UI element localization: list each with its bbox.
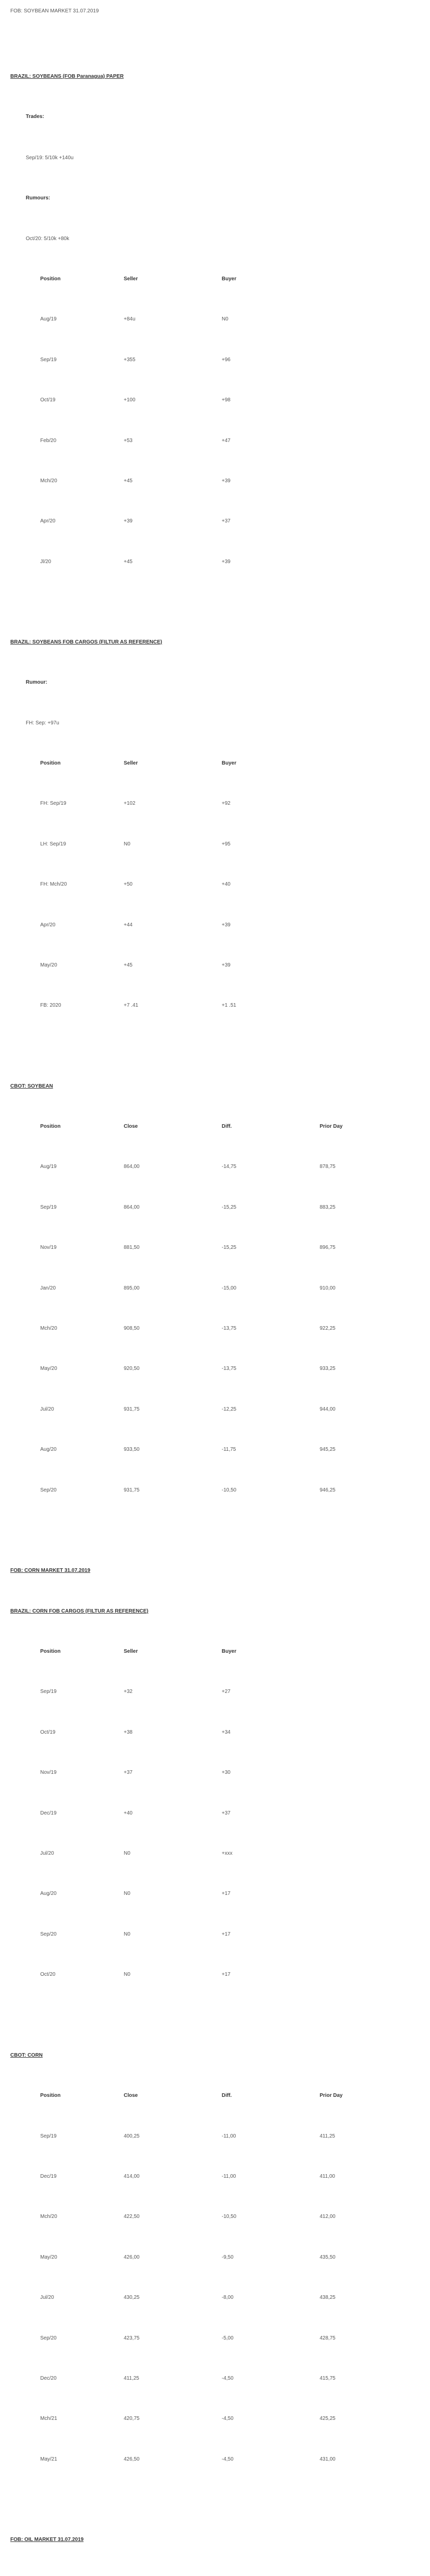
table-cell: +45 [124,559,133,565]
table-cell: +27 [222,1689,230,1694]
table-cell: Sep/19 [40,2133,57,2139]
table-cell: 438,25 [320,2295,336,2300]
table-cell: +32 [124,1689,133,1694]
rumour-label: Rumour: [26,680,47,685]
table-cell: 423,75 [124,2335,140,2341]
table-cell: 946,25 [320,1487,336,1493]
table-cell: +98 [222,397,230,403]
col-header: Buyer [222,760,237,766]
table-cell: FH: Sep/19 [40,801,67,806]
table-cell: Nov/19 [40,1770,57,1775]
col-header: Diff. [222,2093,232,2098]
table-cell: Jl/20 [40,559,52,565]
table-cell: May/21 [40,2456,57,2462]
table-cell: -11,75 [222,1447,236,1452]
table-cell: Dec/20 [40,2376,57,2381]
table-cell: -12,25 [222,1406,237,1412]
table-cell: 933,50 [124,1447,140,1452]
table-cell: 895,00 [124,1285,140,1291]
table-cell: 414,00 [124,2174,140,2179]
table-cell: Mch/20 [40,1326,57,1331]
table-cell: 431,00 [320,2456,336,2462]
table-cell: FH: Mch/20 [40,882,67,887]
table-cell: 411,25 [320,2133,335,2139]
table-cell: -15,00 [222,1285,237,1291]
table-cell: +30 [222,1770,230,1775]
table-cell: May/20 [40,1366,57,1371]
col-header: Position [40,1124,61,1129]
table-cell: 931,75 [124,1406,140,1412]
table-cell: LH: Sep/19 [40,841,67,847]
table-cell: -15,25 [222,1205,237,1210]
table-cell: Jul/20 [40,1406,54,1412]
table-cell: 910,00 [320,1285,336,1291]
table-cell: Jan/20 [40,1285,56,1291]
rumour-value: FH: Sep: +97u [26,720,59,726]
table-cell: +37 [124,1770,133,1775]
table-cell: Aug/19 [40,316,57,322]
table-cell: 425,25 [320,2416,336,2421]
table-cell: 400,25 [124,2133,140,2139]
table-cell: -9,50 [222,2255,234,2260]
table-cell: +37 [222,1810,230,1816]
table-cell: Mch/21 [40,2416,57,2421]
col-header: Position [40,2093,61,2098]
table-cell: 411,00 [320,2174,335,2179]
table-cell: 412,00 [320,2214,336,2219]
table-cell: +39 [124,518,133,524]
col-header: Prior Day [320,1124,343,1129]
table-cell: Sep/19 [40,1689,57,1694]
table-cell: 922,25 [320,1326,336,1331]
table-cell: 881,50 [124,1245,140,1250]
trades-value: Sep/19: 5/10k +140u [26,155,74,161]
table-cell: Apr/20 [40,922,56,928]
table-cell: 878,75 [320,1164,336,1170]
table-cell: +34 [222,1730,230,1735]
table-cell: -10,50 [222,2214,237,2219]
table-cell: Oct/19 [40,397,56,403]
table-cell: Jul/20 [40,2295,54,2300]
section-heading-cbot-corn: CBOT: CORN [10,2053,43,2058]
table-cell: 420,75 [124,2416,140,2421]
table-cell: Sep/20 [40,1487,57,1493]
table-cell: 864,00 [124,1164,140,1170]
table-cell: +100 [124,397,136,403]
table-cell: 430,25 [124,2295,140,2300]
section-heading-fob-corn-market: FOB: CORN MARKET 31.07.2019 [10,1568,91,1573]
table-cell: +17 [222,1931,230,1937]
table-cell: +39 [222,922,230,928]
table-cell: +47 [222,438,230,444]
table-cell: Sep/19 [40,357,57,363]
table-cell: 920,50 [124,1366,140,1371]
table-cell: 426,50 [124,2456,140,2462]
page-title: FOB: SOYBEAN MARKET 31.07.2019 [10,8,99,14]
table-cell: -13,75 [222,1366,237,1371]
table-cell: N0 [124,1972,130,1977]
table-cell: 411,25 [124,2376,139,2381]
table-cell: +84u [124,316,136,322]
table-cell: +39 [222,478,230,484]
table-cell: +38 [124,1730,133,1735]
table-cell: +44 [124,922,133,928]
table-cell: Sep/19 [40,1205,57,1210]
table-cell: 422,50 [124,2214,140,2219]
table-cell: +39 [222,559,230,565]
table-cell: N0 [124,841,130,847]
table-cell: 415,75 [320,2376,336,2381]
rumours-value: Oct/20: 5/10k +80k [26,236,70,242]
table-cell: Oct/20 [40,1972,56,1977]
table-cell: Jul/20 [40,1851,54,1856]
col-header: Seller [124,1649,138,1654]
table-cell: +37 [222,518,230,524]
table-cell: N0 [124,1851,130,1856]
col-header: Close [124,2093,138,2098]
table-cell: Dec/19 [40,2174,57,2179]
table-cell: +355 [124,357,136,363]
rumours-label: Rumours: [26,195,51,201]
table-cell: N0 [124,1891,130,1896]
table-cell: 864,00 [124,1205,140,1210]
col-header: Buyer [222,276,237,282]
table-cell: +45 [124,478,133,484]
table-cell: Aug/19 [40,1164,57,1170]
table-cell: -4,50 [222,2376,234,2381]
col-header: Buyer [222,1649,237,1654]
col-header: Close [124,1124,138,1129]
table-cell: 428,75 [320,2335,336,2341]
table-cell: 931,75 [124,1487,140,1493]
table-cell: Apr/20 [40,518,56,524]
table-cell: May/20 [40,962,57,968]
col-header: Prior Day [320,2093,343,2098]
table-cell: +45 [124,962,133,968]
table-cell: +40 [222,882,230,887]
trades-label: Trades: [26,114,44,120]
table-cell: -4,50 [222,2416,234,2421]
table-cell: Mch/20 [40,2214,57,2219]
table-cell: 426,00 [124,2255,140,2260]
table-cell: -11,00 [222,2133,236,2139]
table-cell: +1 .51 [222,1003,237,1008]
table-cell: N0 [124,1931,130,1937]
col-header: Diff. [222,1124,232,1129]
table-cell: +53 [124,438,133,444]
table-cell: Aug/20 [40,1891,57,1896]
col-header: Position [40,1649,61,1654]
table-cell: May/20 [40,2255,57,2260]
col-header: Seller [124,760,138,766]
table-cell: +7 .41 [124,1003,139,1008]
table-cell: +95 [222,841,230,847]
table-cell: N0 [222,316,228,322]
table-cell: -15,25 [222,1245,237,1250]
col-header: Seller [124,276,138,282]
table-cell: +96 [222,357,230,363]
table-cell: 908,50 [124,1326,140,1331]
section-heading-brazil-corn-cargos: BRAZIL: CORN FOB CARGOS (FILTUR AS REFERENCE) [10,1608,148,1614]
table-cell: +92 [222,801,230,806]
table-cell: 945,25 [320,1447,336,1452]
table-cell: -5,00 [222,2335,234,2341]
col-header: Position [40,276,61,282]
section-heading-brazil-soybeans-paper: BRAZIL: SOYBEANS (FOB Paranagua) PAPER [10,74,124,79]
table-cell: Nov/19 [40,1245,57,1250]
table-cell: +17 [222,1972,230,1977]
table-cell: -8,00 [222,2295,234,2300]
table-cell: +17 [222,1891,230,1896]
section-heading-cbot-soybean: CBOT: SOYBEAN [10,1083,53,1089]
table-cell: 896,75 [320,1245,336,1250]
table-cell: Dec/19 [40,1810,57,1816]
table-cell: +50 [124,882,133,887]
table-cell: Mch/20 [40,478,57,484]
table-cell: 435,50 [320,2255,336,2260]
table-cell: Sep/20 [40,2335,57,2341]
table-cell: 883,25 [320,1205,336,1210]
table-cell: 944,00 [320,1406,336,1412]
section-heading-fob-oil-market: FOB: OIL MARKET 31.07.2019 [10,2537,84,2543]
table-cell: -13,75 [222,1326,237,1331]
table-cell: -10,50 [222,1487,237,1493]
table-cell: +102 [124,801,136,806]
table-cell: +40 [124,1810,133,1816]
table-cell: -4,50 [222,2456,234,2462]
table-cell: Feb/20 [40,438,57,444]
table-cell: Oct/19 [40,1730,56,1735]
table-cell: FB: 2020 [40,1003,61,1008]
section-heading-brazil-soybeans-cargos: BRAZIL: SOYBEANS FOB CARGOS (FILTUR AS REFERENCE) [10,639,162,645]
table-cell: Sep/20 [40,1931,57,1937]
col-header: Position [40,760,61,766]
table-cell: -11,00 [222,2174,236,2179]
table-cell: -14,75 [222,1164,237,1170]
table-cell: +39 [222,962,230,968]
table-cell: +xxx [222,1851,233,1856]
table-cell: Aug/20 [40,1447,57,1452]
table-cell: 933,25 [320,1366,336,1371]
